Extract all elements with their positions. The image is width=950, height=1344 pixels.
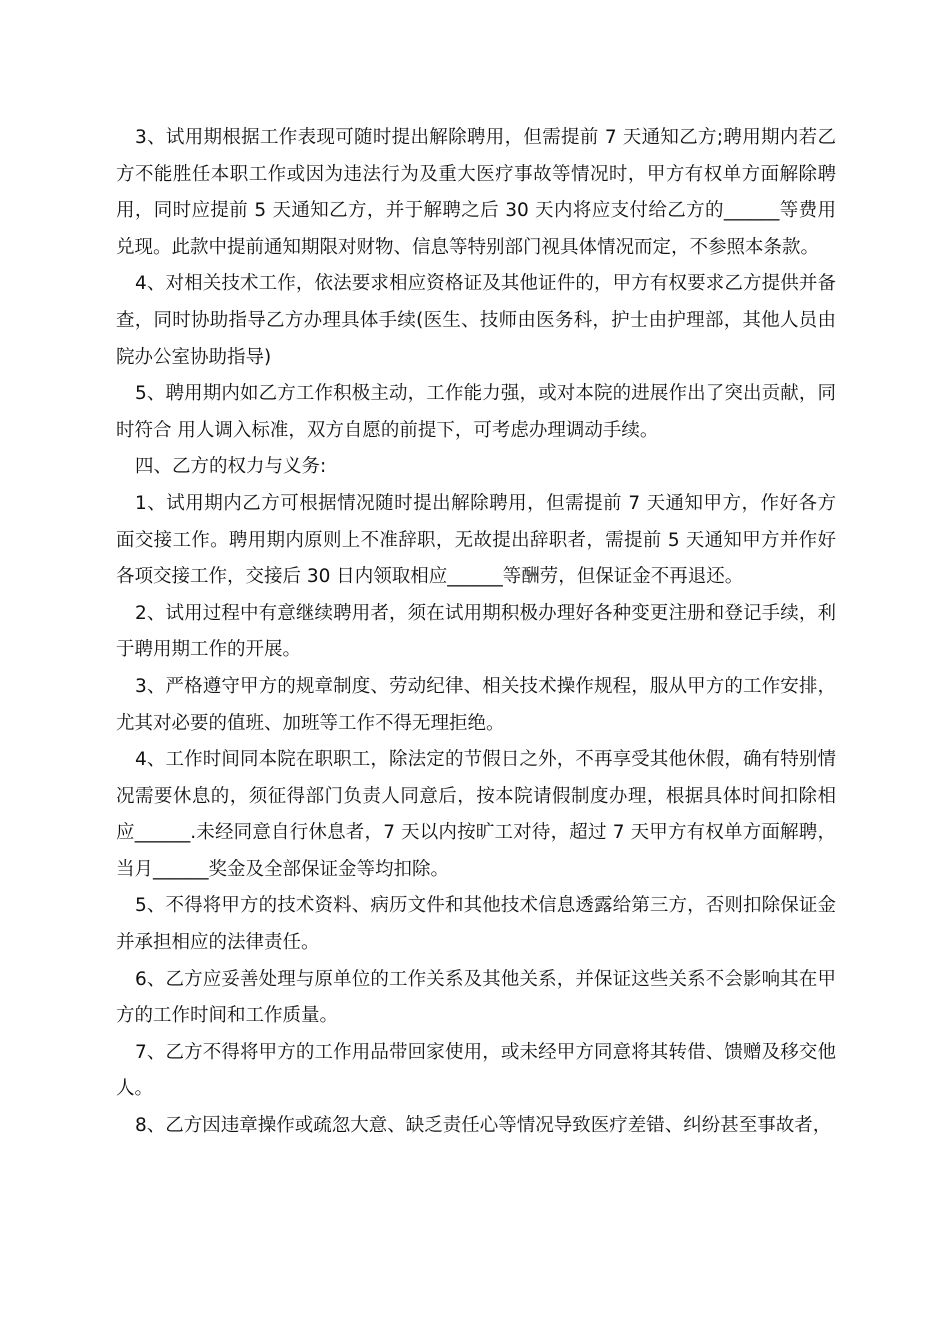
paragraph-2: 4、对相关技术工作，依法要求相应资格证及其他证件的，甲方有权要求乙方提供并备查，同时协助指导乙方办理具体手续(医生、技师由医务科，护士由护理部，其他人员由院办公室协助指导) bbox=[116, 273, 836, 368]
paragraph-7: 3、严格遵守甲方的规章制度、劳动纪律、相关技术操作规程，服从甲方的工作安排，尤其对必要的值班、加班等工作不得无理拒绝。 bbox=[116, 675, 836, 734]
paragraph-12: 8、乙方因违章操作或疏忽大意、缺乏责任心等情况导致医疗差错、纠纷甚至事故者， bbox=[135, 1115, 832, 1137]
paragraph-9: 5、不得将甲方的技术资料、病历文件和其他技术信息透露给第三方，否则扣除保证金并承担相应的法律责任。 bbox=[116, 895, 836, 954]
document-body bbox=[116, 120, 836, 1145]
paragraph-8: 4、工作时间同本院在职职工，除法定的节假日之外，不再享受其他休假，确有特别情况需要休息的，须征得部门负责人同意后，按本院请假制度办理，根据具体时间扣除相应______.未经同意自行休息者，7 天以内按旷工对待，超过 7 天甲方有权单方面解聘，当月______奖金及全部保证金等均扣除。 bbox=[116, 749, 836, 880]
paragraph-10: 6、乙方应妥善处理与原单位的工作关系及其他关系，并保证这些关系不会影响其在甲方的工作时间和工作质量。 bbox=[116, 968, 836, 1027]
section-heading: 四、乙方的权力与义务: bbox=[135, 456, 327, 478]
paragraph-5: 1、试用期内乙方可根据情况随时提出解除聘用，但需提前 7 天通知甲方，作好各方面交接工作。聘用期内原则上不准辞职，无故提出辞职者，需提前 5 天通知甲方并作好各项交接工作，交接后 30 日内领取相应______等酬劳，但保证金不再退还。 bbox=[116, 492, 836, 588]
paragraph-3: 5、聘用期内如乙方工作积极主动，工作能力强，或对本院的进展作出了突出贡献，同时符合 用人调入标准，双方自愿的前提下，可考虑办理调动手续。 bbox=[116, 383, 836, 441]
paragraph-6: 2、试用过程中有意继续聘用者，须在试用期积极办理好各种变更注册和登记手续，利于聘用期工作的开展。 bbox=[116, 602, 836, 661]
paragraph-11: 7、乙方不得将甲方的工作用品带回家使用，或未经甲方同意将其转借、馈赠及移交他人。 bbox=[116, 1041, 836, 1100]
paragraph-1: 3、试用期根据工作表现可随时提出解除聘用，但需提前 7 天通知乙方;聘用期内若乙方不能胜任本职工作或因为违法行为及重大医疗事故等情况时，甲方有权单方面解除聘用，同时应提前 5 天通知乙方，并于解聘之后 30 天内将应支付给乙方的______等费用兑现。此款中提前通知期限对财物、信息等特别部门视具体情况而定，不参照本条款。 bbox=[116, 127, 836, 258]
